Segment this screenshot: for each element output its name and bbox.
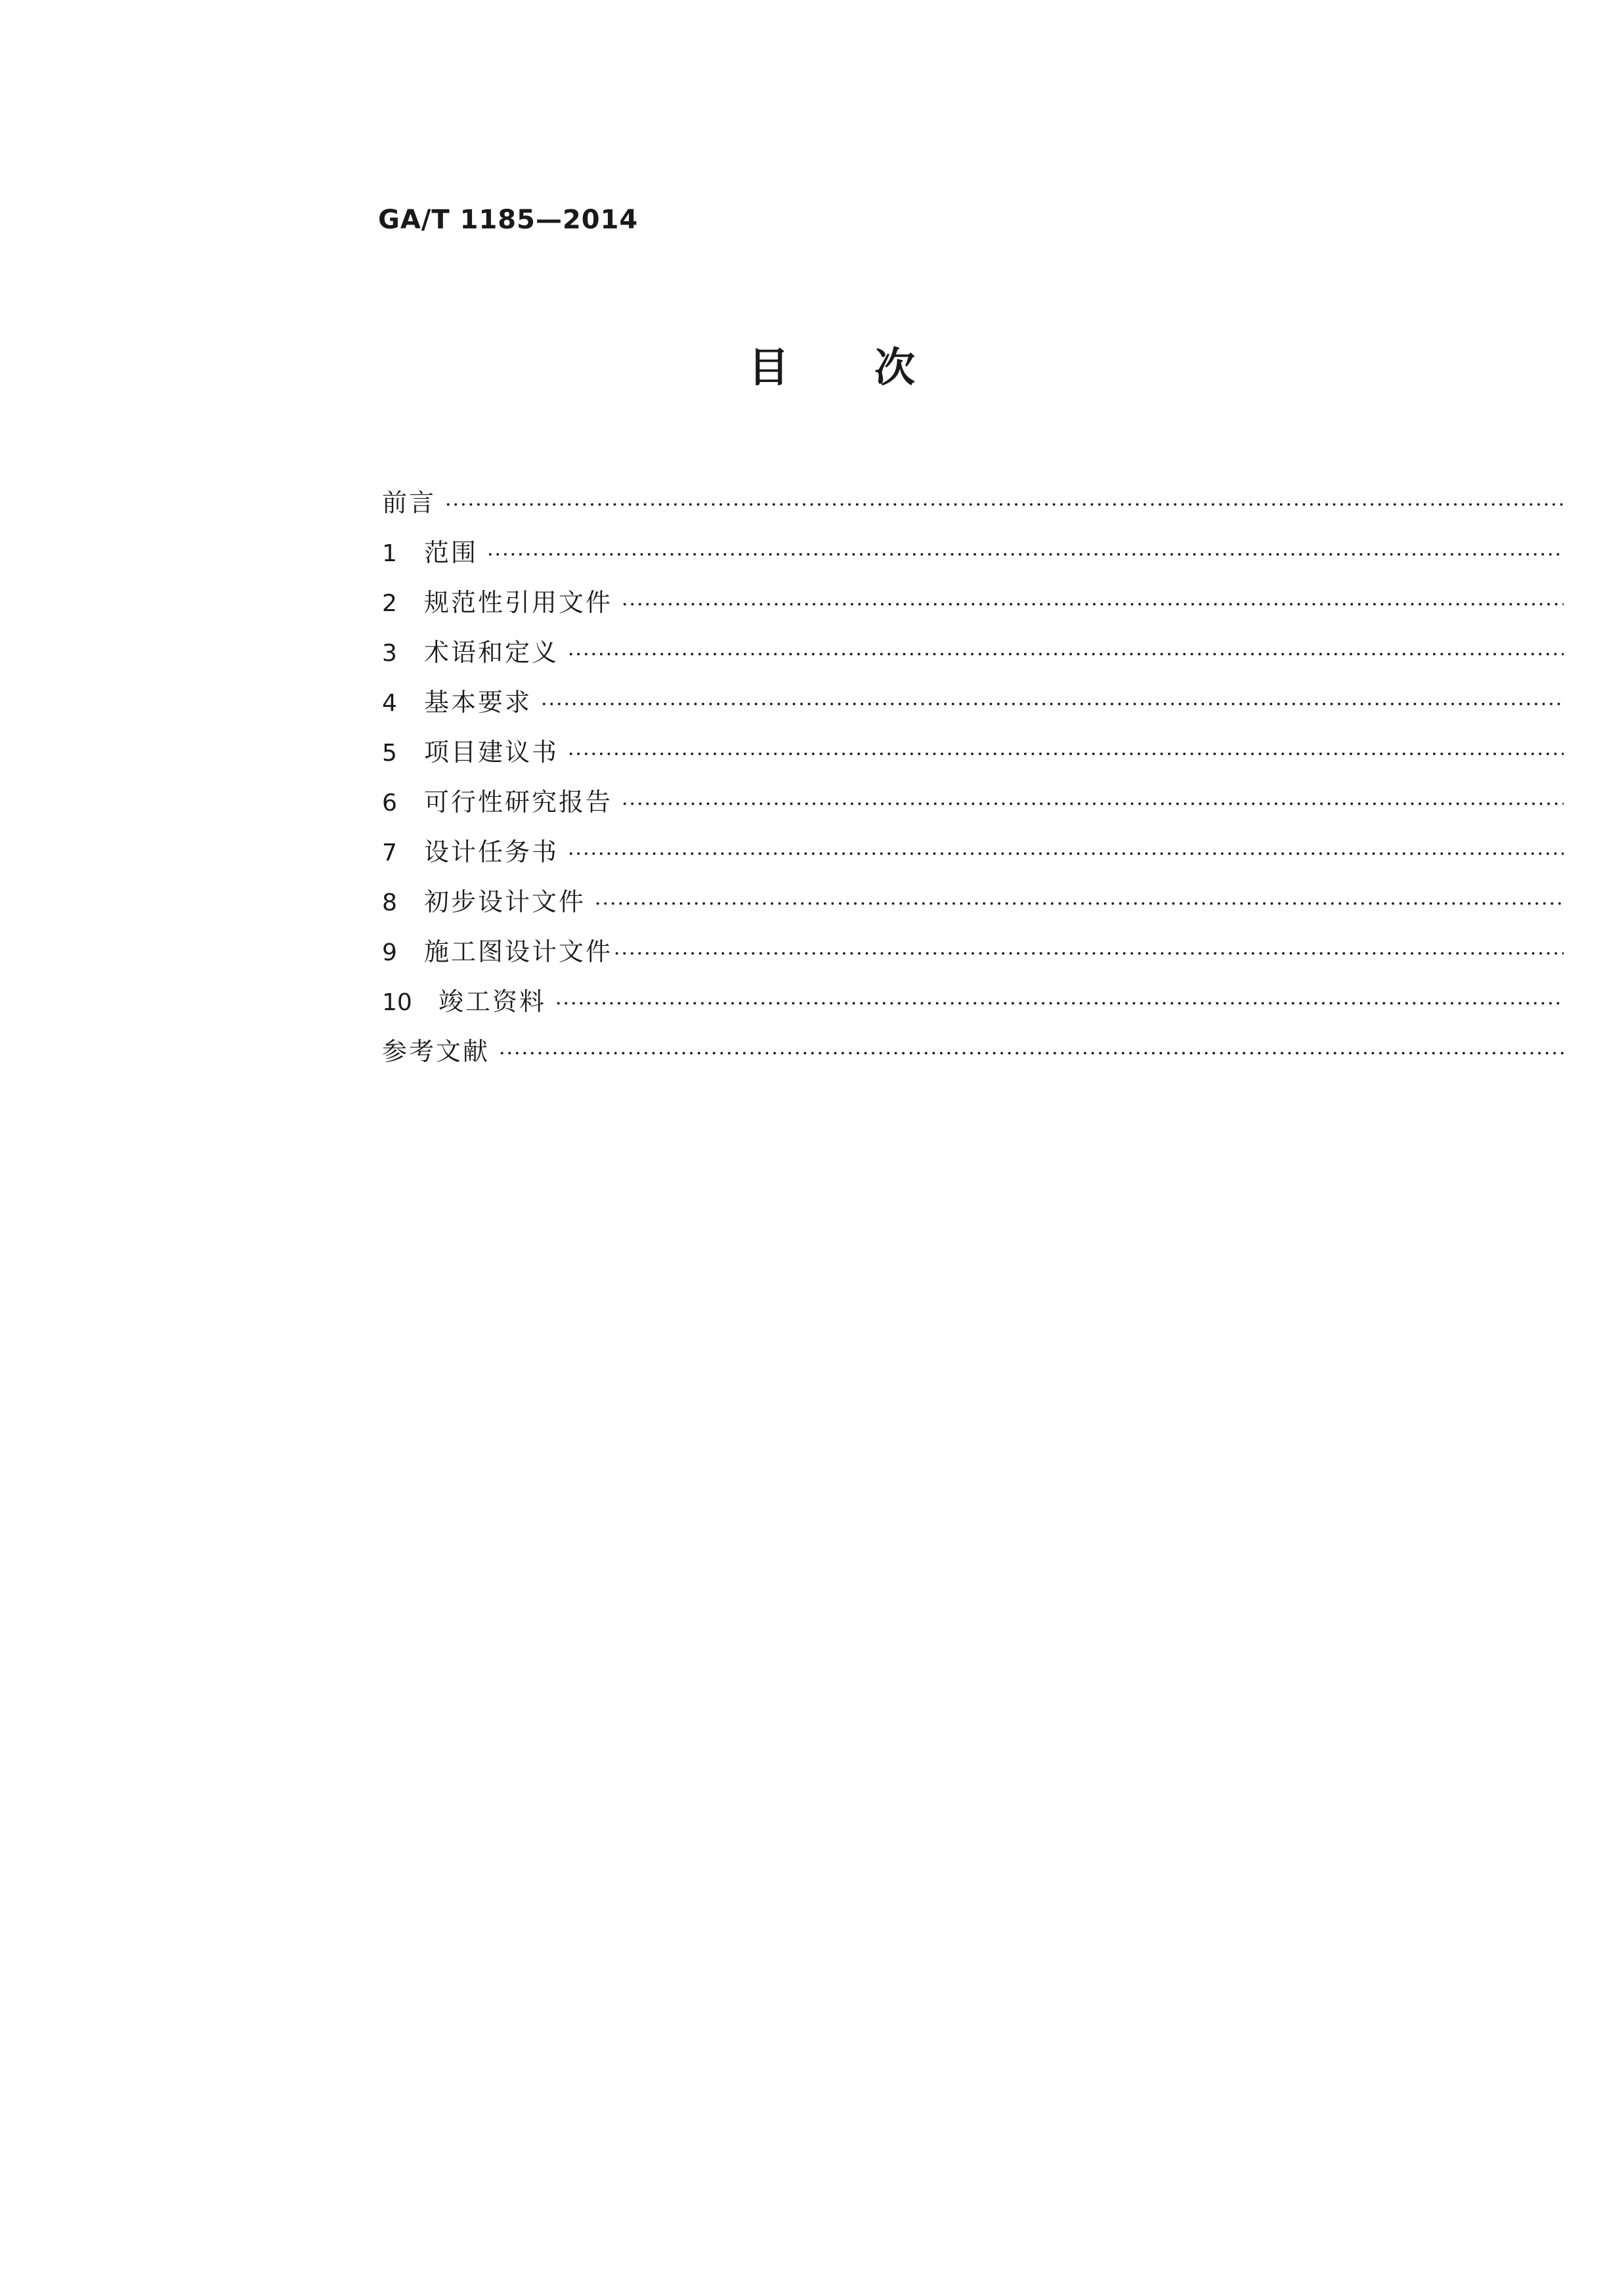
- toc-leader-dots: [568, 630, 1564, 677]
- toc-entry-label: 基本要求: [424, 688, 532, 717]
- toc-entry-label: 可行性研究报告: [424, 788, 613, 817]
- toc-entry-scope[interactable]: [382, 528, 1564, 578]
- toc-entry-basic-requirements[interactable]: [382, 677, 1564, 727]
- toc-entry-label: 参考文献: [382, 1037, 490, 1066]
- toc-title-char: 目: [748, 343, 789, 391]
- toc-leader-dots: [568, 830, 1564, 877]
- toc-entry-normative-references[interactable]: [382, 578, 1564, 627]
- toc-leader-dots: [555, 979, 1564, 1027]
- toc-leader-dots: [614, 929, 1564, 977]
- toc-entry-number: 5: [382, 740, 397, 767]
- toc-entry-bibliography[interactable]: [382, 1027, 1564, 1076]
- toc-leader-dots: [622, 780, 1564, 827]
- toc-entry-completion-documents[interactable]: [382, 977, 1564, 1027]
- toc-entry-label: 项目建议书: [424, 738, 559, 767]
- toc-entry-preliminary-design[interactable]: [382, 877, 1564, 927]
- toc-entry-feasibility-report[interactable]: [382, 777, 1564, 827]
- toc-entry-number: 2: [382, 590, 397, 617]
- toc-entry-label: 前言: [382, 488, 437, 517]
- toc-leader-dots: [568, 730, 1564, 777]
- toc-leader-dots: [445, 480, 1564, 528]
- toc-entry-label: 施工图设计文件: [424, 937, 613, 966]
- toc-entry-label: 范围: [424, 538, 479, 567]
- toc-entry-number: 10: [382, 989, 412, 1016]
- toc-entry-construction-drawings[interactable]: [382, 927, 1564, 977]
- toc-entry-number: 6: [382, 790, 397, 817]
- toc-list: [382, 478, 1564, 1076]
- toc-entry-number: 4: [382, 690, 397, 717]
- toc-leader-dots: [487, 530, 1564, 578]
- toc-entry-design-brief[interactable]: [382, 827, 1564, 877]
- toc-entry-number: 9: [382, 939, 397, 966]
- toc-entry-number: 3: [382, 640, 397, 667]
- toc-leader-dots: [622, 580, 1564, 627]
- toc-entry-label: 设计任务书: [424, 838, 559, 866]
- toc-leader-dots: [499, 1029, 1564, 1076]
- toc-entry-terms-definitions[interactable]: [382, 627, 1564, 677]
- toc-leader-dots: [541, 680, 1564, 727]
- toc-entry-number: 1: [382, 540, 397, 567]
- toc-title-char: 次: [874, 343, 916, 391]
- toc-entry-label: 术语和定义: [424, 638, 559, 667]
- toc-entry-project-proposal[interactable]: [382, 727, 1564, 777]
- toc-entry-number: 7: [382, 839, 397, 866]
- toc-entry-label: 初步设计文件: [424, 887, 586, 916]
- toc-entry-label: 竣工资料: [438, 987, 547, 1016]
- standard-code: GA/T 1185—2014: [378, 205, 639, 235]
- toc-entry-foreword[interactable]: [382, 478, 1564, 528]
- toc-leader-dots: [595, 880, 1564, 927]
- toc-entry-label: 规范性引用文件: [424, 588, 613, 617]
- toc-title: [0, 341, 1624, 394]
- toc-entry-number: 8: [382, 889, 397, 916]
